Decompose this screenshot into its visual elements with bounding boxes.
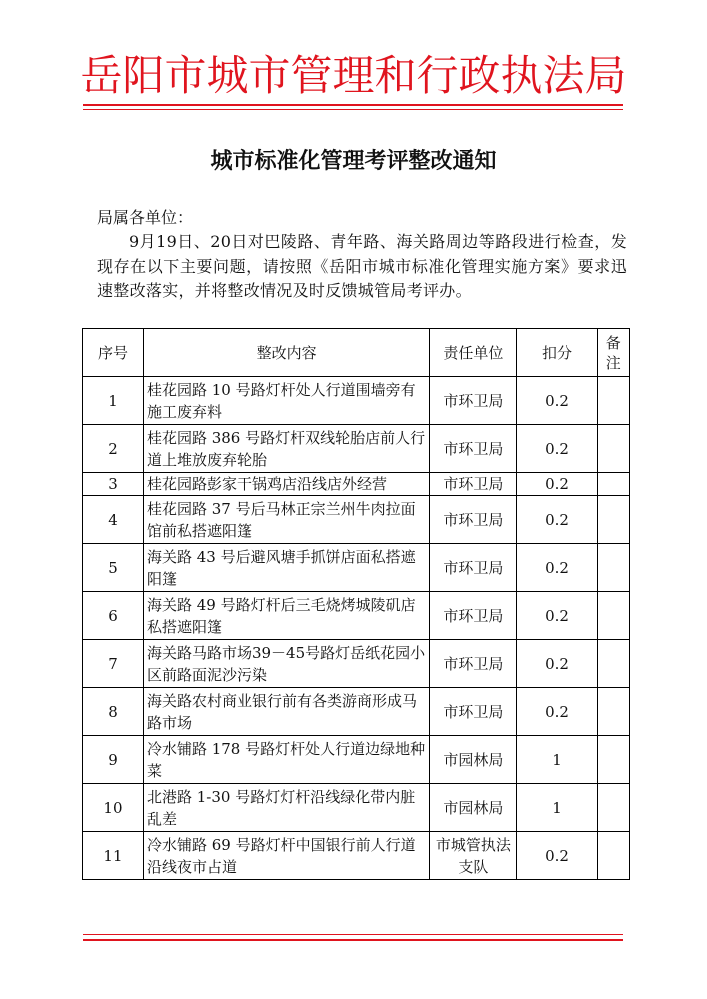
- footer-divider-thin: [83, 934, 623, 935]
- row-content: 冷水铺路 69 号路灯杆中国银行前人行道沿线夜市占道: [143, 832, 429, 880]
- row-score: 0.2: [517, 544, 597, 592]
- row-note: [597, 688, 629, 736]
- row-unit: 市环卫局: [430, 377, 517, 425]
- row-score: 0.2: [517, 377, 597, 425]
- row-content: 海关路马路市场39－45号路灯岳纸花园小区前路面泥沙污染: [143, 640, 429, 688]
- row-no: 7: [83, 640, 144, 688]
- row-content: 海关路 43 号后避风塘手抓饼店面私搭遮阳篷: [143, 544, 429, 592]
- row-content: 冷水铺路 178 号路灯杆处人行道边绿地种菜: [143, 736, 429, 784]
- row-no: 2: [83, 425, 144, 473]
- row-score: 0.2: [517, 425, 597, 473]
- table-row: [83, 544, 630, 592]
- row-score: 0.2: [517, 832, 597, 880]
- row-content: 桂花园路彭家干锅鸡店沿线店外经营: [143, 473, 429, 496]
- row-score: 1: [517, 784, 597, 832]
- row-unit: 市环卫局: [430, 496, 517, 544]
- header-content: 整改内容: [143, 329, 429, 377]
- row-content: 北港路 1-30 号路灯灯杆沿线绿化带内脏乱差: [143, 784, 429, 832]
- notice-body: 9月19日、20日对巴陵路、青年路、海关路周边等路段进行检查，发现存在以下主要问题，请按照《岳阳市城市标准化管理实施方案》要求迅速整改落实，并将整改情况及时反馈城管局考评办。: [97, 232, 627, 300]
- row-no: 5: [83, 544, 144, 592]
- table-row: [83, 688, 630, 736]
- row-unit: 市环卫局: [430, 592, 517, 640]
- agency-masthead: 岳阳市城市管理和行政执法局: [80, 51, 627, 100]
- row-score: 0.2: [517, 473, 597, 496]
- row-note: [597, 592, 629, 640]
- row-note: [597, 832, 629, 880]
- header-score: 扣分: [517, 329, 597, 377]
- row-unit: 市环卫局: [430, 688, 517, 736]
- row-unit: 市园林局: [430, 736, 517, 784]
- row-no: 8: [83, 688, 144, 736]
- table-row: [83, 640, 630, 688]
- table-row: [83, 832, 630, 880]
- row-note: [597, 736, 629, 784]
- row-content: 桂花园路 10 号路灯杆处人行道围墙旁有施工废弃料: [143, 377, 429, 425]
- row-score: 0.2: [517, 496, 597, 544]
- row-note: [597, 473, 629, 496]
- row-score: 0.2: [517, 640, 597, 688]
- salutation: 局属各单位：: [97, 208, 194, 227]
- row-note: [597, 496, 629, 544]
- table-row: [83, 784, 630, 832]
- row-no: 6: [83, 592, 144, 640]
- table-row: [83, 496, 630, 544]
- row-note: [597, 640, 629, 688]
- row-no: 3: [83, 473, 144, 496]
- row-no: 4: [83, 496, 144, 544]
- row-unit: 市环卫局: [430, 544, 517, 592]
- masthead-divider-thin: [83, 109, 623, 110]
- table-row: [83, 736, 630, 784]
- row-score: 1: [517, 736, 597, 784]
- row-unit: 市城管执法支队: [430, 832, 517, 880]
- row-content: 海关路农村商业银行前有各类游商形成马路市场: [143, 688, 429, 736]
- row-unit: 市园林局: [430, 784, 517, 832]
- row-note: [597, 784, 629, 832]
- row-content: 桂花园路 37 号后马林正宗兰州牛肉拉面馆前私搭遮阳篷: [143, 496, 429, 544]
- table-row: [83, 425, 630, 473]
- row-score: 0.2: [517, 688, 597, 736]
- header-note: 备注: [597, 329, 629, 377]
- row-note: [597, 425, 629, 473]
- masthead-divider-thick: [83, 104, 623, 106]
- header-unit: 责任单位: [430, 329, 517, 377]
- document-title: 城市标准化管理考评整改通知: [210, 149, 497, 174]
- row-unit: 市环卫局: [430, 640, 517, 688]
- row-content: 桂花园路 386 号路灯杆双线轮胎店前人行道上堆放废弃轮胎: [143, 425, 429, 473]
- table-row: [83, 592, 630, 640]
- footer-divider-thick: [83, 939, 623, 941]
- row-no: 10: [83, 784, 144, 832]
- row-no: 11: [83, 832, 144, 880]
- rectification-table: [82, 328, 630, 880]
- header-no: 序号: [83, 329, 144, 377]
- row-unit: 市环卫局: [430, 473, 517, 496]
- table-header-row: [83, 329, 630, 377]
- row-note: [597, 544, 629, 592]
- table-row: [83, 473, 630, 496]
- row-note: [597, 377, 629, 425]
- row-unit: 市环卫局: [430, 425, 517, 473]
- row-no: 1: [83, 377, 144, 425]
- row-content: 海关路 49 号路灯杆后三毛烧烤城陵矶店私搭遮阳篷: [143, 592, 429, 640]
- table-row: [83, 377, 630, 425]
- row-no: 9: [83, 736, 144, 784]
- row-score: 0.2: [517, 592, 597, 640]
